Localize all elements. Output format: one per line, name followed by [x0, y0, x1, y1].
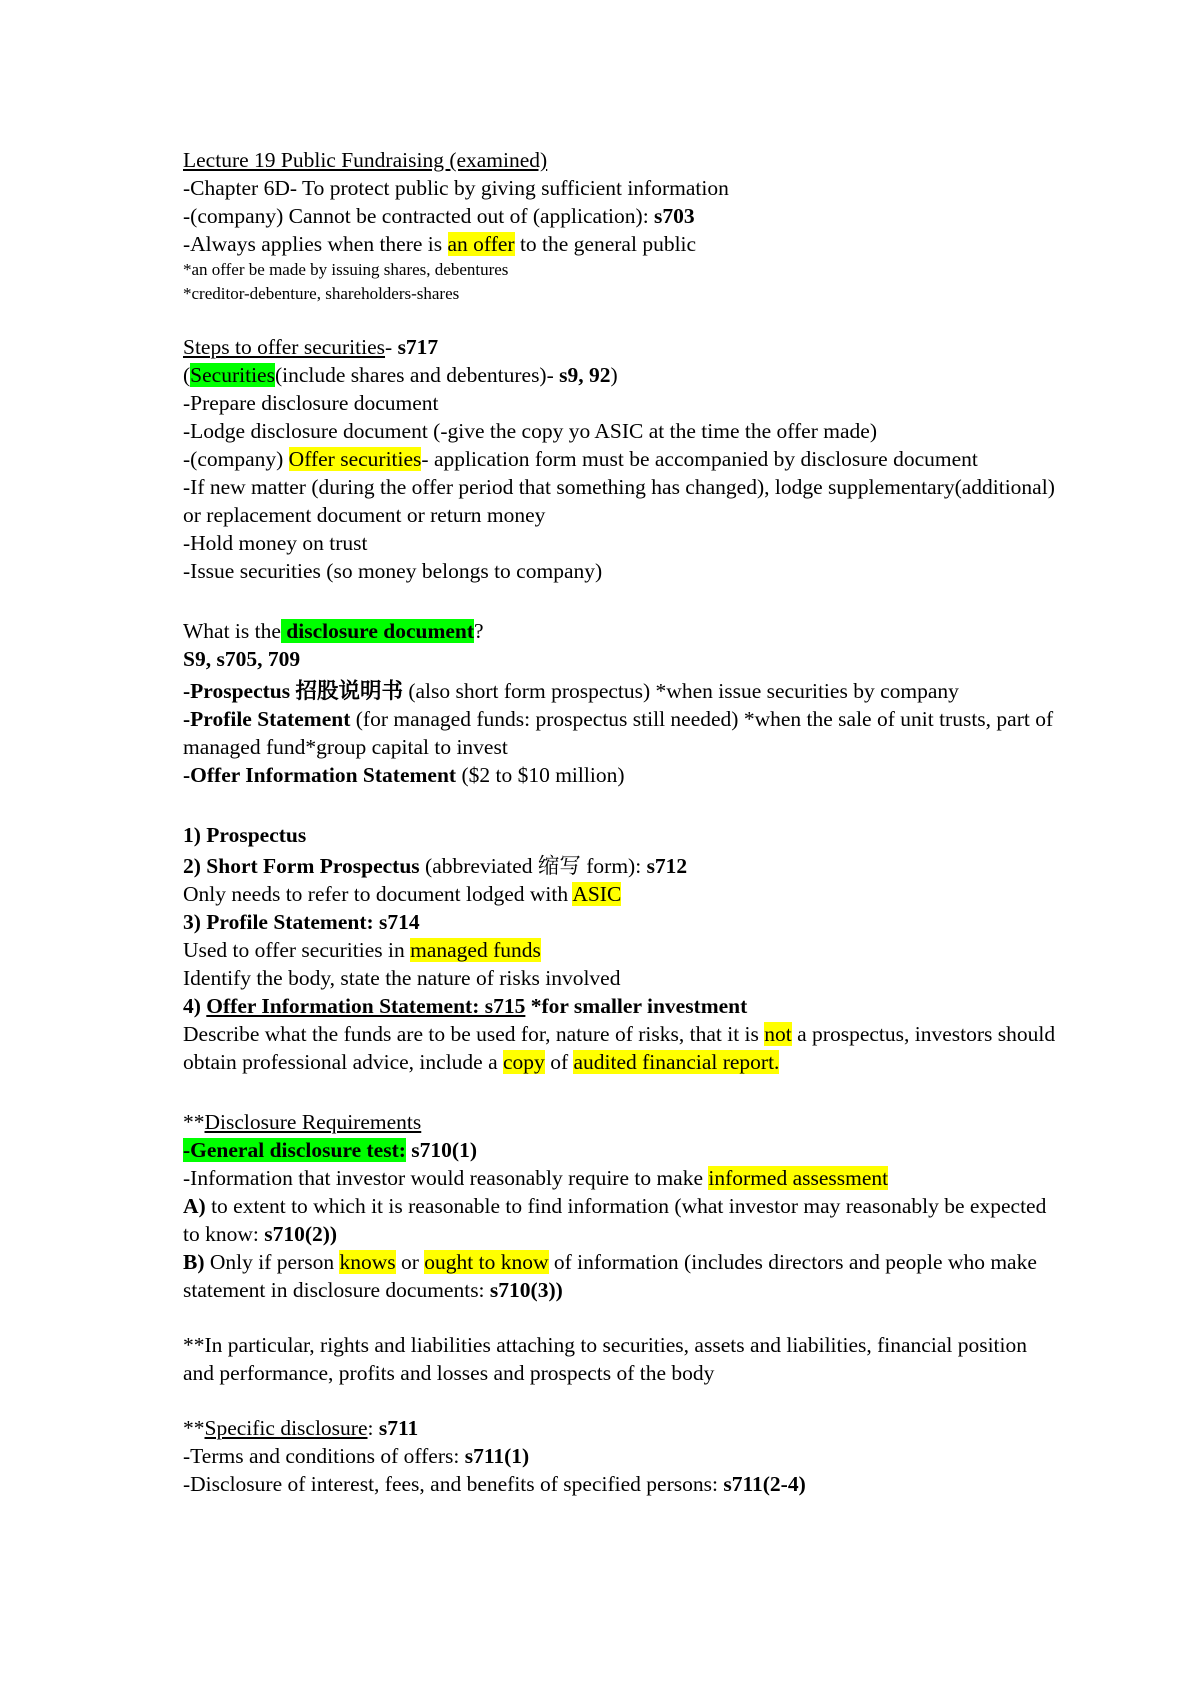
section-ref: s717 — [397, 335, 439, 359]
highlight: an offer — [447, 232, 515, 256]
highlight: copy — [503, 1050, 545, 1074]
highlight: Offer securities — [288, 447, 422, 471]
document-page — [183, 146, 1063, 1498]
step-5: -Hold money on trust — [183, 531, 368, 555]
highlight: managed funds — [410, 938, 541, 962]
step-3: -(company) Offer securities- application form must be accompanied by disclosure document — [183, 447, 978, 471]
spacer — [183, 789, 1063, 821]
section-ref: s703 — [654, 204, 695, 228]
specific-heading: **Specific disclosure: s711 — [183, 1416, 419, 1440]
disclosure-question: What is the disclosure document? — [183, 619, 484, 643]
section-ref: s711(2-4) — [723, 1472, 806, 1496]
section-ref: s710(1) — [405, 1138, 477, 1162]
steps-heading: Steps to offer securities- s717 — [183, 335, 439, 359]
intro-line-3: -Always applies when there is an offer to the general public — [183, 232, 697, 256]
general-test-line-1: -Information that investor would reasonably require to make informed assessment — [183, 1166, 889, 1190]
spacer — [183, 1304, 1063, 1331]
highlight: ought to know — [424, 1250, 549, 1274]
specific-line-1: -Terms and conditions of offers: s711(1) — [183, 1444, 530, 1468]
type-3-description-2: Identify the body, state the nature of risks involved — [183, 966, 621, 990]
section-ref: s710(3)) — [489, 1278, 563, 1302]
section-ref: s711 — [378, 1416, 419, 1440]
highlight: ASIC — [572, 882, 622, 906]
general-test-point-b: B) Only if person knows or ought to know of information (includes directors and people who make statement in disclosure documents: s710(3)) — [183, 1250, 1037, 1302]
spacer — [183, 1387, 1063, 1414]
section-refs: S9, s705, 709 — [183, 647, 301, 671]
type-2-description: Only needs to refer to document lodged with ASIC — [183, 882, 622, 906]
note-2: *creditor-debenture, shareholders-shares — [183, 284, 460, 303]
step-2: -Lodge disclosure document (-give the copy yo ASIC at the time the offer made) — [183, 419, 877, 443]
section-ref: s710(2)) — [264, 1222, 338, 1246]
highlight: -General disclosure test: — [183, 1138, 406, 1162]
highlight: not — [764, 1022, 792, 1046]
spacer — [183, 1076, 1063, 1108]
type-2-heading: 2) Short Form Prospectus (abbreviated 缩写 form): s712 — [183, 854, 688, 878]
type-3-heading: 3) Profile Statement: s714 — [183, 910, 420, 934]
highlight: Securities — [190, 363, 275, 387]
general-test-point-a: A) to extent to which it is reasonable to find information (what investor may reasonably be expected to know: s710(2)) — [183, 1194, 1047, 1246]
highlight: audited financial report. — [573, 1050, 780, 1074]
type-3-description-1: Used to offer securities in managed funds — [183, 938, 541, 962]
spacer — [183, 585, 1063, 617]
highlight: informed assessment — [708, 1166, 889, 1190]
step-6: -Issue securities (so money belongs to company) — [183, 559, 603, 583]
section-ref: s9, 92 — [559, 363, 611, 387]
highlight: disclosure document — [280, 619, 475, 643]
section-ref: s712 — [646, 854, 688, 878]
section-ref: s711(1) — [464, 1444, 530, 1468]
specific-line-2: -Disclosure of interest, fees, and benefits of specified persons: s711(2-4) — [183, 1472, 806, 1496]
doc-type-profile-statement: -Profile Statement (for managed funds: prospectus still needed) *when the sale of unit trusts, part of managed fund*group capital to invest — [183, 707, 1054, 759]
particular-paragraph: **In particular, rights and liabilities attaching to securities, assets and liabilities, financial position and performance, profits and losses and prospects of the body — [183, 1333, 1028, 1385]
general-disclosure-test — [183, 1136, 1063, 1164]
note-1: *an offer be made by issuing shares, debentures — [183, 260, 509, 279]
spacer — [183, 306, 1063, 333]
securities-definition: (Securities(include shares and debentures)- s9, 92) — [183, 363, 618, 387]
highlight: knows — [339, 1250, 396, 1274]
type-1-heading: 1) Prospectus — [183, 823, 307, 847]
step-4: -If new matter (during the offer period that something has changed), lodge supplementary(additional) or replacement document or return money — [183, 475, 1055, 527]
step-1: -Prepare disclosure document — [183, 391, 439, 415]
page-title: Lecture 19 Public Fundraising (examined) — [183, 148, 548, 172]
type-4-heading: 4) Offer Information Statement: s715 *for smaller investment — [183, 994, 748, 1018]
type-4-description: Describe what the funds are to be used for, nature of risks, that it is not a prospectus, investors should obtain professional advice, include a copy of audited financial report. — [183, 1022, 1056, 1074]
intro-line-1: -Chapter 6D- To protect public by giving sufficient information — [183, 176, 729, 200]
doc-type-prospectus: -Prospectus 招股说明书 (also short form prospectus) *when issue securities by company — [183, 679, 959, 703]
intro-line-2: -(company) Cannot be contracted out of (application): s703 — [183, 204, 695, 228]
requirements-heading: **Disclosure Requirements — [183, 1110, 422, 1134]
doc-type-offer-information: -Offer Information Statement ($2 to $10 million) — [183, 763, 625, 787]
